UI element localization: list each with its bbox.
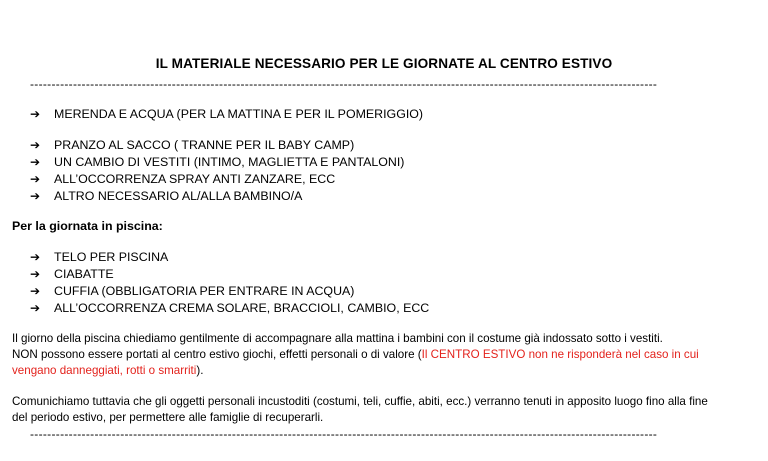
liability-warning-cont: vengano danneggiati, rotti o smarriti — [12, 364, 197, 377]
lost-items-note-cont: del periodo estivo, per permettere alle famiglie di recuperarli. — [12, 411, 324, 424]
arrow-bullet-icon: ➔ — [30, 155, 41, 169]
list-item: ➔ ALL’OCCORRENZA SPRAY ANTI ZANZARE, ECC — [30, 172, 336, 186]
pool-list — [30, 249, 429, 317]
valuables-note: NON possono essere portati al centro estivo giochi, effetti personali o di valore (Il CENTRO ESTIVO non ne risponderà nel caso in cui — [12, 348, 699, 361]
arrow-bullet-icon: ➔ — [30, 138, 41, 152]
top-separator: -------------------------------------------------------------------------------------------------------------------------------------------------- — [30, 77, 658, 91]
arrow-bullet-icon: ➔ — [30, 267, 41, 281]
bottom-separator: -------------------------------------------------------------------------------------------------------------------------------------------------- — [30, 427, 658, 441]
valuables-note-cont: vengano danneggiati, rotti o smarriti). — [12, 364, 204, 377]
arrow-bullet-icon: ➔ — [30, 107, 41, 121]
document-title: IL MATERIALE NECESSARIO PER LE GIORNATE AL CENTRO ESTIVO — [155, 56, 613, 71]
liability-warning: Il CENTRO ESTIVO non ne risponderà nel caso in cui — [421, 348, 699, 361]
list-item: ➔ TELO PER PISCINA — [30, 250, 169, 264]
pool-day-note: Il giorno della piscina chiediamo gentilmente di accompagnare alla mattina i bambini con il costume già indossato sotto i vestiti. — [12, 332, 663, 345]
list-item: ➔ ALL’OCCORRENZA CREMA SOLARE, BRACCIOLI, CAMBIO, ECC — [30, 301, 430, 315]
list-item: ➔ CUFFIA (OBBLIGATORIA PER ENTRARE IN ACQUA) — [30, 284, 355, 298]
list-item: ➔ MERENDA E ACQUA (PER LA MATTINA E PER IL POMERIGGIO) — [30, 107, 424, 121]
arrow-bullet-icon: ➔ — [30, 189, 41, 203]
lost-items-note: Comunichiamo tuttavia che gli oggetti personali incustoditi (costumi, teli, cuffie, abiti, ecc.) verranno tenuti in apposito luogo fino alla fine — [12, 395, 708, 408]
pool-section-heading: Per la giornata in piscina: — [12, 219, 163, 233]
list-item: ➔ UN CAMBIO DI VESTITI (INTIMO, MAGLIETTA E PANTALONI) — [30, 155, 405, 169]
list-item: ➔ ALTRO NECESSARIO AL/ALLA BAMBINO/A — [30, 189, 303, 203]
arrow-bullet-icon: ➔ — [30, 301, 41, 315]
list-item: ➔ CIABATTE — [30, 267, 114, 281]
arrow-bullet-icon: ➔ — [30, 250, 41, 264]
arrow-bullet-icon: ➔ — [30, 284, 41, 298]
general-list-first — [30, 106, 423, 123]
list-item: ➔ PRANZO AL SACCO ( TRANNE PER IL BABY CAMP) — [30, 138, 355, 152]
arrow-bullet-icon: ➔ — [30, 172, 41, 186]
general-list — [30, 137, 404, 205]
